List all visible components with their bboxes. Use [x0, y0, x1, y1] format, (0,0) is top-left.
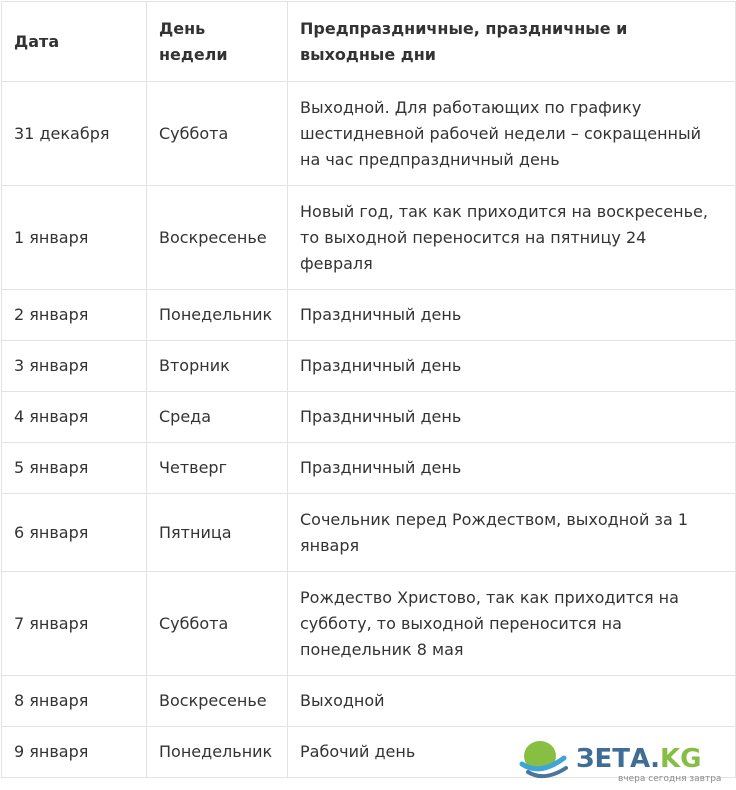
cell-description: Рождество Христово, так как приходится на субботу, то выходной переносится на понедельник 8 мая	[288, 572, 736, 676]
cell-weekday: Понедельник	[147, 727, 288, 778]
cell-weekday: Суббота	[147, 572, 288, 676]
cell-weekday: Воскресенье	[147, 676, 288, 727]
cell-weekday: Четверг	[147, 443, 288, 494]
cell-description: Выходной. Для работающих по графику шестидневной рабочей недели – сокращенный на час предпраздничный день	[288, 82, 736, 186]
watermark-logo-suffix: KG	[659, 744, 702, 774]
cell-weekday: Суббота	[147, 82, 288, 186]
globe-logo-icon	[514, 738, 572, 786]
cell-weekday: Понедельник	[147, 290, 288, 341]
cell-date: 1 января	[2, 186, 147, 290]
cell-date: 4 января	[2, 392, 147, 443]
cell-description: Праздничный день	[288, 341, 736, 392]
table-row	[2, 494, 736, 572]
cell-description: Выходной	[288, 676, 736, 727]
table-row	[2, 341, 736, 392]
header-description: Предпраздничные, праздничные и выходные дни	[288, 2, 736, 82]
cell-date: 5 января	[2, 443, 147, 494]
watermark-logo-main: ЗЕТА.	[576, 744, 660, 774]
cell-date: 2 января	[2, 290, 147, 341]
table-row	[2, 443, 736, 494]
header-date: Дата	[2, 2, 147, 82]
table-row	[2, 392, 736, 443]
cell-description: Праздничный день	[288, 290, 736, 341]
cell-weekday: Воскресенье	[147, 186, 288, 290]
cell-date: 7 января	[2, 572, 147, 676]
cell-description: Рабочий день	[288, 727, 736, 778]
cell-description: Праздничный день	[288, 392, 736, 443]
zeta-kg-watermark	[514, 736, 736, 790]
cell-date: 8 января	[2, 676, 147, 727]
watermark-logo-text	[576, 744, 701, 774]
table-row	[2, 676, 736, 727]
cell-date: 6 января	[2, 494, 147, 572]
table-row	[2, 572, 736, 676]
cell-weekday: Среда	[147, 392, 288, 443]
table-header-row	[2, 2, 736, 82]
cell-description: Сочельник перед Рождеством, выходной за 1 января	[288, 494, 736, 572]
cell-date: 31 декабря	[2, 82, 147, 186]
table-row	[2, 186, 736, 290]
cell-description: Праздничный день	[288, 443, 736, 494]
cell-weekday: Пятница	[147, 494, 288, 572]
cell-date: 3 января	[2, 341, 147, 392]
header-weekday: День недели	[147, 2, 288, 82]
table-row	[2, 82, 736, 186]
cell-weekday: Вторник	[147, 341, 288, 392]
cell-date: 9 января	[2, 727, 147, 778]
table-row	[2, 290, 736, 341]
watermark-tagline: вчера сегодня завтра	[618, 774, 722, 784]
cell-description: Новый год, так как приходится на воскресенье, то выходной переносится на пятницу 24 февраля	[288, 186, 736, 290]
holiday-schedule-table	[1, 1, 736, 778]
